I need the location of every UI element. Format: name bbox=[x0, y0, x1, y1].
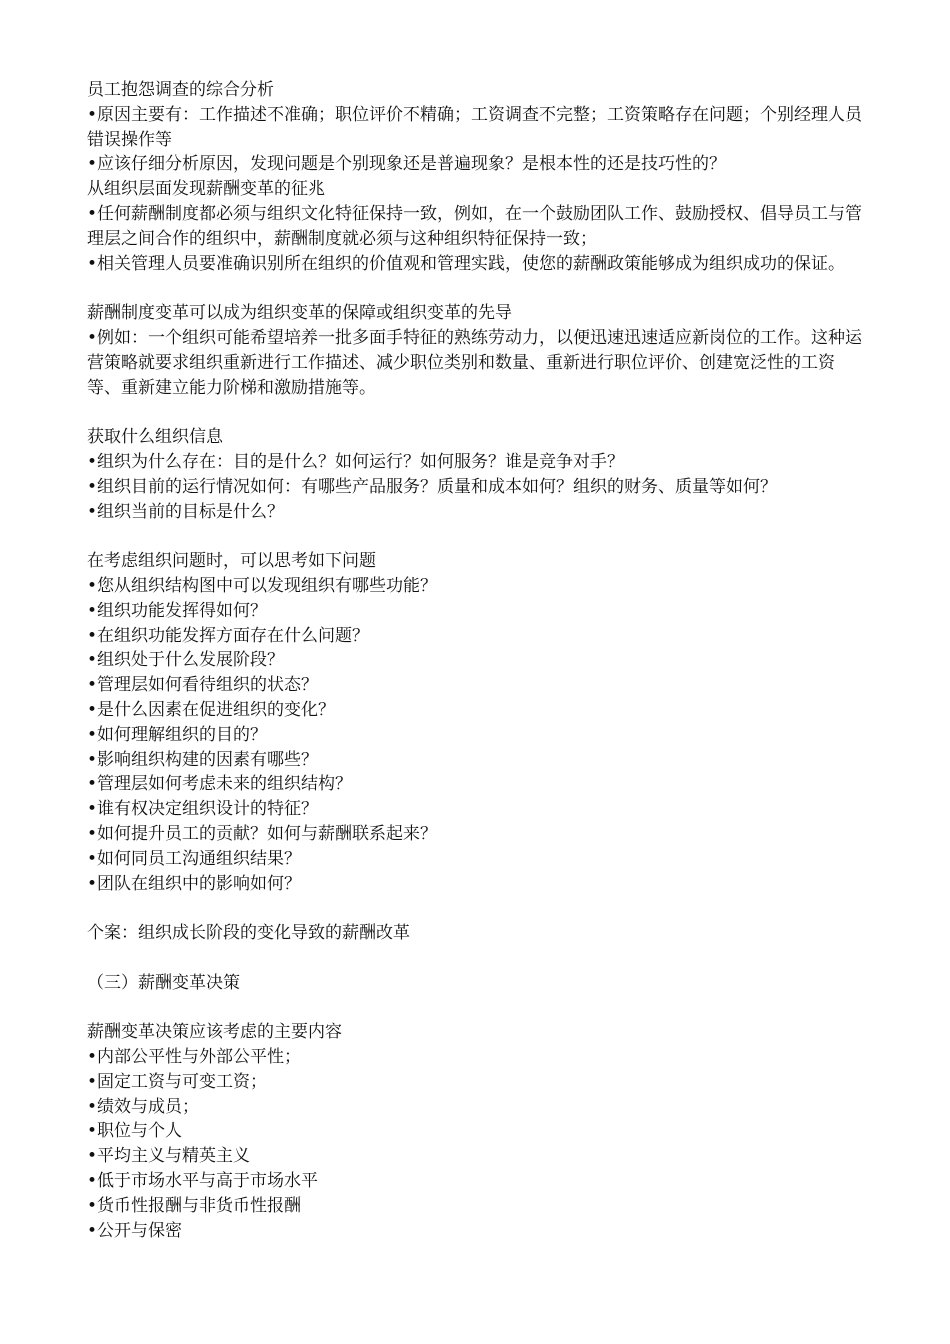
bullet-marker: • bbox=[87, 1071, 98, 1092]
bullet-text: 职位与个人 bbox=[97, 1121, 183, 1142]
bullet-item bbox=[87, 1119, 867, 1144]
bullet-item bbox=[87, 624, 867, 649]
bullet-text: 任何薪酬制度都必须与组织文化特征保持一致，例如，在一个鼓励团队工作、鼓励授权、倡导员工与管理层之间合作的组织中，薪酬制度就必须与这种组织特征保持一致； bbox=[87, 203, 863, 249]
bullet-text: 组织为什么存在：目的是什么？如何运行？如何服务？谁是竞争对手？ bbox=[97, 451, 625, 472]
bullet-item bbox=[87, 252, 867, 277]
subsection-heading: （三）薪酬变革决策 bbox=[87, 972, 240, 993]
bullet-item bbox=[87, 847, 867, 872]
bullet-item bbox=[87, 797, 867, 822]
bullet-text: 固定工资与可变工资； bbox=[97, 1071, 268, 1092]
bullet-marker: • bbox=[87, 749, 98, 770]
bullet-item bbox=[87, 1219, 867, 1244]
bullet-marker: • bbox=[87, 1146, 98, 1167]
bullet-marker: • bbox=[87, 600, 98, 621]
spacer bbox=[87, 946, 867, 971]
bullet-marker: • bbox=[87, 1121, 98, 1142]
bullet-item bbox=[87, 698, 867, 723]
document-page bbox=[87, 78, 867, 1243]
bullet-text: 在组织功能发挥方面存在什么问题？ bbox=[97, 625, 370, 646]
bullet-marker: • bbox=[87, 451, 98, 472]
bullet-marker: • bbox=[87, 203, 98, 224]
bullet-text: 货币性报酬与非货币性报酬 bbox=[97, 1195, 302, 1216]
bullet-marker: • bbox=[87, 575, 98, 596]
bullet-text: 相关管理人员要准确识别所在组织的价值观和管理实践，使您的薪酬政策能够成为组织成功的保证。 bbox=[97, 253, 846, 274]
bullet-marker: • bbox=[87, 1195, 98, 1216]
bullet-text: 影响组织构建的因素有哪些？ bbox=[97, 749, 319, 770]
bullet-marker: • bbox=[87, 154, 98, 175]
bullet-marker: • bbox=[87, 675, 98, 696]
bullet-item bbox=[87, 772, 867, 797]
bullet-item bbox=[87, 1095, 867, 1120]
section-heading: 从组织层面发现薪酬变革的征兆 bbox=[87, 179, 325, 200]
bullet-marker: • bbox=[87, 1220, 98, 1241]
bullet-marker: • bbox=[87, 327, 98, 348]
bullet-text: 管理层如何考虑未来的组织结构？ bbox=[97, 774, 353, 795]
bullet-item bbox=[87, 822, 867, 847]
bullet-item bbox=[87, 500, 867, 525]
bullet-marker: • bbox=[87, 699, 98, 720]
bullet-item bbox=[87, 574, 867, 599]
bullet-item bbox=[87, 723, 867, 748]
bullet-marker: • bbox=[87, 1047, 98, 1068]
bullet-text: 公开与保密 bbox=[97, 1220, 183, 1241]
bullet-item bbox=[87, 748, 867, 773]
bullet-item bbox=[87, 450, 867, 475]
section-heading: 薪酬变革决策应该考虑的主要内容 bbox=[87, 1022, 342, 1043]
bullet-item bbox=[87, 599, 867, 624]
bullet-text: 管理层如何看待组织的状态？ bbox=[97, 675, 319, 696]
bullet-text: 例如：一个组织可能希望培养一批多面手特征的熟练劳动力，以便迅速迅速适应新岗位的工作。这种运营策略就要求组织重新进行工作描述、减少职位类别和数量、重新进行职位评价、创建宽泛性的工资等、重新建立能力阶梯和激励措施等。 bbox=[87, 327, 863, 398]
section-heading: 在考虑组织问题时，可以思考如下问题 bbox=[87, 551, 376, 572]
bullet-marker: • bbox=[87, 650, 98, 671]
bullet-text: 如何同员工沟通组织结果？ bbox=[97, 848, 302, 869]
spacer bbox=[87, 995, 867, 1020]
bullet-item bbox=[87, 1194, 867, 1219]
bullet-text: 组织处于什么发展阶段？ bbox=[97, 650, 285, 671]
bullet-text: 内部公平性与外部公平性； bbox=[97, 1047, 302, 1068]
bullet-text: 低于市场水平与高于市场水平 bbox=[97, 1171, 319, 1192]
bullet-marker: • bbox=[87, 724, 98, 745]
bullet-item bbox=[87, 202, 867, 252]
section-heading: 薪酬制度变革可以成为组织变革的保障或组织变革的先导 bbox=[87, 303, 512, 324]
bullet-text: 是什么因素在促进组织的变化？ bbox=[97, 699, 336, 720]
section-heading: 获取什么组织信息 bbox=[87, 427, 223, 448]
bullet-marker: • bbox=[87, 625, 98, 646]
bullet-text: 组织当前的目标是什么？ bbox=[97, 501, 285, 522]
bullet-text: 您从组织结构图中可以发现组织有哪些功能？ bbox=[97, 575, 438, 596]
bullet-marker: • bbox=[87, 823, 98, 844]
bullet-marker: • bbox=[87, 1096, 98, 1117]
bullet-text: 原因主要有：工作描述不准确；职位评价不精确；工资调查不完整；工资策略存在问题；个别经理人员错误操作等 bbox=[87, 104, 863, 150]
bullet-item bbox=[87, 152, 867, 177]
bullet-text: 如何理解组织的目的？ bbox=[97, 724, 268, 745]
bullet-marker: • bbox=[87, 253, 98, 274]
bullet-item bbox=[87, 1169, 867, 1194]
bullet-item bbox=[87, 475, 867, 500]
bullet-marker: • bbox=[87, 873, 98, 894]
bullet-text: 组织目前的运行情况如何：有哪些产品服务？质量和成本如何？组织的财务、质量等如何？ bbox=[97, 476, 778, 497]
bullet-item bbox=[87, 673, 867, 698]
bullet-item bbox=[87, 1144, 867, 1169]
bullet-text: 如何提升员工的贡献？如何与薪酬联系起来？ bbox=[97, 823, 438, 844]
spacer bbox=[87, 896, 867, 921]
bullet-item bbox=[87, 326, 867, 400]
bullet-text: 平均主义与精英主义 bbox=[97, 1146, 251, 1167]
bullet-text: 应该仔细分析原因，发现问题是个别现象还是普遍现象？是根本性的还是技巧性的？ bbox=[97, 154, 727, 175]
bullet-marker: • bbox=[87, 104, 98, 125]
bullet-item bbox=[87, 648, 867, 673]
bullet-marker: • bbox=[87, 476, 98, 497]
bullet-marker: • bbox=[87, 799, 98, 820]
bullet-text: 谁有权决定组织设计的特征？ bbox=[97, 799, 319, 820]
bullet-text: 组织功能发挥得如何？ bbox=[97, 600, 268, 621]
bullet-text: 绩效与成员； bbox=[97, 1096, 200, 1117]
case-heading: 个案：组织成长阶段的变化导致的薪酬改革 bbox=[87, 923, 410, 944]
bullet-text: 团队在组织中的影响如何？ bbox=[97, 873, 302, 894]
spacer bbox=[87, 276, 867, 301]
spacer bbox=[87, 524, 867, 549]
bullet-marker: • bbox=[87, 1171, 98, 1192]
spacer bbox=[87, 400, 867, 425]
bullet-item bbox=[87, 1070, 867, 1095]
bullet-item bbox=[87, 872, 867, 897]
bullet-item bbox=[87, 103, 867, 153]
section-heading: 员工抱怨调查的综合分析 bbox=[87, 80, 274, 100]
bullet-marker: • bbox=[87, 848, 98, 869]
bullet-marker: • bbox=[87, 501, 98, 522]
bullet-marker: • bbox=[87, 774, 98, 795]
bullet-item bbox=[87, 1045, 867, 1070]
